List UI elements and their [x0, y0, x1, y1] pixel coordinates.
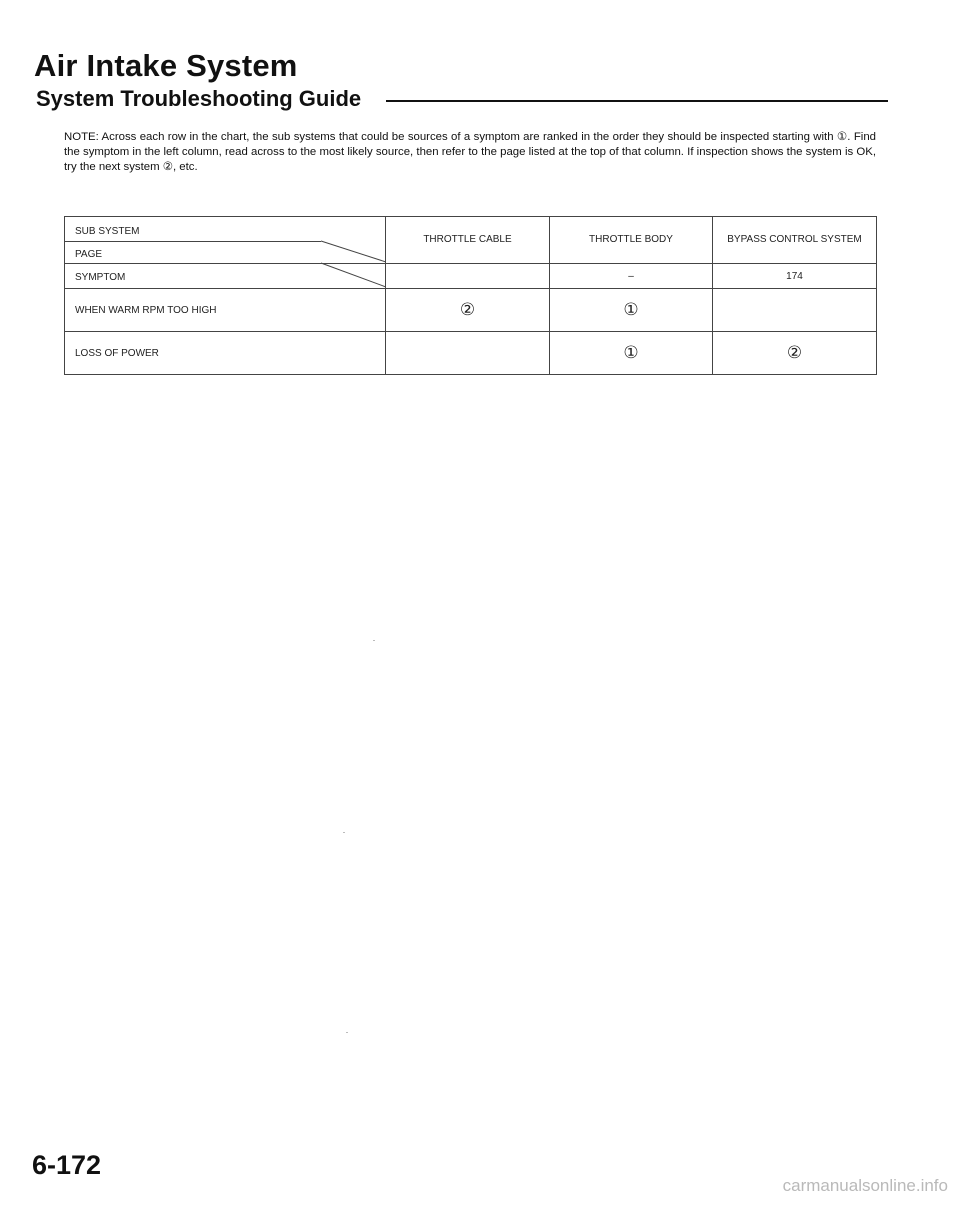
heading-rule: [386, 100, 888, 102]
note-paragraph: NOTE: Across each row in the chart, the sub systems that could be sources of a symptom are ranked in the order they should be inspected starting with ①. Find the symptom in the left column, read across to the most likely source, then refer to the page listed at the top of that column. If inspection shows the system is OK, try the next system ②, etc.: [64, 131, 876, 173]
rank-cell: [713, 289, 877, 332]
page-title: Air Intake System: [34, 48, 298, 83]
section-heading: [36, 86, 888, 114]
page-ref-bypass-control: 174: [713, 264, 877, 289]
troubleshooting-table: [64, 216, 877, 375]
watermark: carmanualsonline.info: [782, 1176, 948, 1195]
section-subtitle: System Troubleshooting Guide: [36, 86, 369, 112]
rank-cell: ②: [386, 289, 550, 332]
table-row: [65, 289, 877, 332]
scan-speck: [343, 832, 345, 833]
table-corner-header: [65, 217, 386, 289]
column-header-throttle-body: THROTTLE BODY: [550, 217, 713, 264]
scan-speck: [346, 1032, 348, 1033]
page-number: 6-172: [32, 1150, 102, 1180]
page-ref-throttle-body: –: [550, 264, 713, 289]
symptom-label: SYMPTOM: [75, 272, 126, 283]
symptom-cell: WHEN WARM RPM TOO HIGH: [65, 289, 386, 332]
column-header-throttle-cable: THROTTLE CABLE: [386, 217, 550, 264]
table-row: [65, 332, 877, 375]
page-ref-throttle-cable: [386, 264, 550, 289]
rank-cell: ①: [550, 289, 713, 332]
page-label: PAGE: [75, 249, 103, 260]
rank-cell: ①: [550, 332, 713, 375]
rank-cell: ②: [713, 332, 877, 375]
sub-system-label: SUB SYSTEM: [75, 226, 140, 237]
diagonal-lines: [65, 217, 386, 288]
rank-cell: [386, 332, 550, 375]
scan-speck: [373, 640, 375, 641]
symptom-cell: LOSS OF POWER: [65, 332, 386, 375]
column-header-bypass-control: BYPASS CONTROL SYSTEM: [713, 217, 877, 264]
